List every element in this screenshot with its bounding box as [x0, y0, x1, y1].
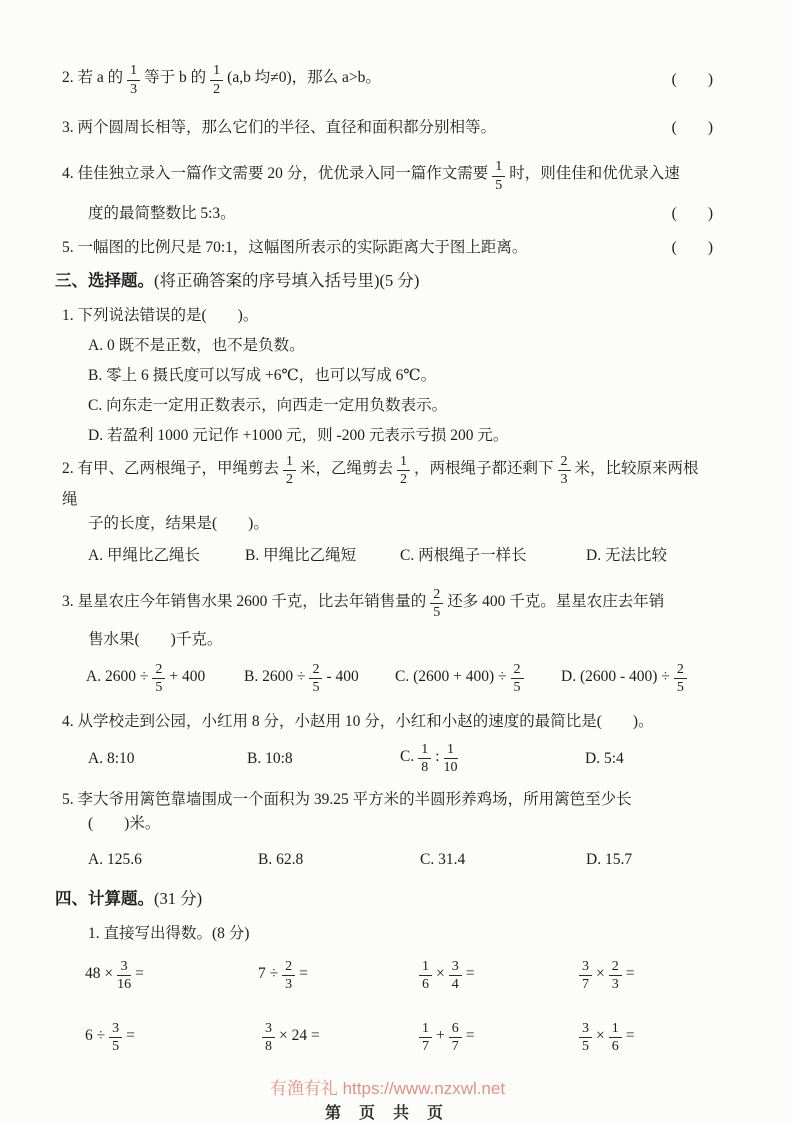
calc-subheading: 1. 直接写出得数。(8 分): [88, 924, 250, 942]
choice-q2-option-b: B. 甲绳比乙绳短: [245, 546, 357, 564]
page-footer: [62, 1078, 713, 1122]
choice-q5-line2: ( )米。: [88, 814, 161, 832]
judge-question-2: [62, 56, 713, 104]
choice-q1-option-d: D. 若盈利 1000 元记作 +1000 元，则 -200 元表示亏损 200 元。: [88, 427, 509, 444]
fraction: $\frac{3}{5}$: [109, 1021, 122, 1055]
choice-q5-option-a: A. 125.6: [88, 850, 142, 868]
fraction: $\frac{1}{7}$: [419, 1021, 432, 1055]
calc-expression: 48 × $\frac{3}{16}$ =: [85, 958, 144, 993]
fraction: $\frac{1}{2}$: [210, 63, 223, 97]
question-number: 4.: [62, 165, 74, 182]
choice-q2-line2: 子的长度，结果是( )。: [88, 514, 269, 532]
fraction: $\frac{1}{6}$: [609, 1021, 622, 1055]
choice-q4-options: [62, 736, 713, 782]
choice-q2-options: [62, 544, 713, 568]
calc-expression: 7 ÷ $\frac{2}{3}$ =: [258, 958, 308, 993]
calc-expression: $\frac{3}{8}$ × 24 =: [258, 1021, 415, 1055]
question-number: 2.: [62, 459, 74, 477]
fraction: $\frac{1}{6}$: [419, 959, 432, 993]
choice-q3-option-d: D. (2600 - 400) ÷ $\frac{2}{5}$: [561, 662, 713, 696]
calc-expression: $\frac{3}{5}$ × $\frac{1}{6}$ =: [575, 1021, 713, 1055]
choice-q1-option-c: C. 向东走一定用正数表示，向西走一定用负数表示。: [88, 397, 448, 414]
choice-q2-text: 2. 有甲、乙两根绳子，甲绳剪去 $\frac{1}{2}$ 米，乙绳剪去 $\frac{1}{2}$ ，两根绳子都还剩下 $\frac{2}{3}$ 米，比较原来两根绳: [62, 454, 699, 508]
answer-bracket: ( ): [671, 239, 713, 256]
calc-row-2: [62, 1014, 713, 1062]
fraction: $\frac{3}{5}$: [579, 1021, 592, 1055]
fraction: $\frac{2}{5}$: [309, 662, 322, 696]
fraction: $\frac{6}{7}$: [449, 1021, 462, 1055]
choice-q2-option-c: C. 两根绳子一样长: [400, 546, 527, 564]
section-heading-calc: [55, 886, 713, 912]
choice-q5-option-d: D. 15.7: [586, 850, 633, 868]
fraction: $\frac{3}{7}$: [579, 959, 592, 993]
calc-expression: 6 ÷ $\frac{3}{5}$ =: [85, 1020, 135, 1055]
fraction: $\frac{1}{5}$: [492, 159, 505, 193]
choice-q3-options: [62, 656, 713, 702]
choice-q3-option-b: B. 2600 ÷ $\frac{2}{5}$ - 400: [244, 661, 359, 696]
answer-bracket: ( ): [671, 205, 713, 222]
choice-q1-option-b: B. 零上 6 摄氏度可以写成 +6℃，也可以写成 6℃。: [88, 367, 437, 384]
calc-row-1: [62, 952, 713, 1000]
judge-question-4-text: 4. 佳佳独立录入一篇作文需要 20 分，优优录入同一篇作文需要 $\frac{1}{5}$ 时，则佳佳和优优录入速: [62, 159, 680, 193]
question-number: 5.: [62, 239, 74, 256]
choice-q3-option-c: C. (2600 + 400) ÷ $\frac{2}{5}$: [395, 662, 561, 696]
choice-q4-option-a: A. 8:10: [88, 749, 135, 767]
choice-q5-line1: 5. 李大爷用篱笆靠墙围成一个面积为 39.25 平方米的半圆形养鸡场，所用篱笆至少长: [62, 790, 632, 808]
fraction: $\frac{3}{16}$: [117, 958, 132, 993]
footer-watermark-link: 有渔有礼 https://www.nzxwl.net: [269, 1078, 506, 1098]
choice-q5-option-b: B. 62.8: [258, 850, 304, 868]
choice-q4-stem: 4. 从学校走到公园，小红用 8 分，小赵用 10 分，小红和小赵的速度的最简比是( )。: [62, 712, 654, 730]
judge-question-2-text: 2. 若 a 的 $\frac{1}{3}$ 等于 b 的 $\frac{1}{2}$ (a,b 均≠0)，那么 a>b。: [62, 63, 381, 97]
judge-question-5: [62, 236, 713, 260]
footer-page-label: 第 页 共 页: [324, 1104, 450, 1122]
judge-question-4-line2: 度的最简整数比 5:3。 ( ): [62, 202, 713, 226]
choice-q1-stem: 1. 下列说法错误的是( )。: [62, 307, 259, 324]
fraction: $\frac{1}{10}$: [443, 741, 458, 776]
fraction: $\frac{2}{5}$: [152, 662, 165, 696]
fraction: $\frac{2}{5}$: [674, 662, 687, 696]
choice-q4-option-c: C. $\frac{1}{8}$ : $\frac{1}{10}$: [400, 741, 458, 776]
choice-q5-options: [62, 848, 713, 872]
calc-expression: $\frac{1}{6}$ × $\frac{3}{4}$ =: [415, 959, 575, 993]
fraction: $\frac{1}{2}$: [397, 454, 410, 488]
choice-q2-option-a: A. 甲绳比乙绳长: [88, 546, 200, 564]
calc-expression: $\frac{3}{7}$ × $\frac{2}{3}$ =: [575, 959, 713, 993]
fraction: $\frac{1}{2}$: [283, 454, 296, 488]
section-title: 四、计算题。: [55, 888, 154, 908]
choice-q4-option-b: B. 10:8: [247, 749, 293, 767]
choice-q3-option-a: A. 2600 ÷ $\frac{2}{5}$ + 400: [86, 661, 206, 696]
question-number: 3.: [62, 592, 74, 610]
choice-q4-option-d: D. 5:4: [585, 749, 624, 767]
judge-question-4-line1: [62, 152, 713, 200]
section-heading-choice: [55, 268, 713, 294]
choice-q3-line1: [62, 580, 713, 628]
section-note: (31 分): [154, 888, 203, 908]
fraction: $\frac{2}{3}$: [609, 959, 622, 993]
fraction: $\frac{3}{8}$: [262, 1021, 275, 1055]
fraction: $\frac{3}{4}$: [449, 959, 462, 993]
fraction: $\frac{2}{5}$: [430, 587, 443, 621]
section-title: 三、选择题。: [55, 271, 154, 290]
question-number: 2.: [62, 69, 74, 86]
judge-question-3-text: 3. 两个圆周长相等，那么它们的半径、直径和面积都分别相等。: [62, 119, 497, 136]
answer-bracket: ( ): [671, 119, 713, 136]
section-note: (将正确答案的序号填入括号里)(5 分): [154, 271, 420, 290]
fraction: $\frac{1}{8}$: [418, 742, 431, 776]
judge-question-3: [62, 116, 713, 140]
judge-question-5-text: 5. 一幅图的比例尺是 70:1，这幅图所表示的实际距离大于图上距离。: [62, 239, 528, 256]
choice-q1-option-a: A. 0 既不是正数，也不是负数。: [88, 337, 305, 354]
choice-q5-option-c: C. 31.4: [420, 850, 466, 868]
choice-q3-text: 3. 星星农庄今年销售水果 2600 千克，比去年销售量的 $\frac{2}{5}$ 还多 400 千克。星星农庄去年销: [62, 586, 665, 621]
answer-bracket: ( ): [671, 71, 713, 88]
question-number: 3.: [62, 119, 74, 136]
calc-expression: $\frac{1}{7}$ + $\frac{6}{7}$ =: [415, 1021, 575, 1055]
fraction: $\frac{2}{3}$: [558, 454, 571, 488]
choice-q2-line1: [62, 454, 713, 512]
fraction: $\frac{2}{5}$: [511, 662, 524, 696]
choice-q3-line2: 售水果( )千克。: [88, 630, 223, 648]
fraction: $\frac{1}{3}$: [127, 63, 140, 97]
fraction: $\frac{2}{3}$: [282, 959, 295, 993]
choice-q2-option-d: D. 无法比较: [586, 546, 667, 564]
